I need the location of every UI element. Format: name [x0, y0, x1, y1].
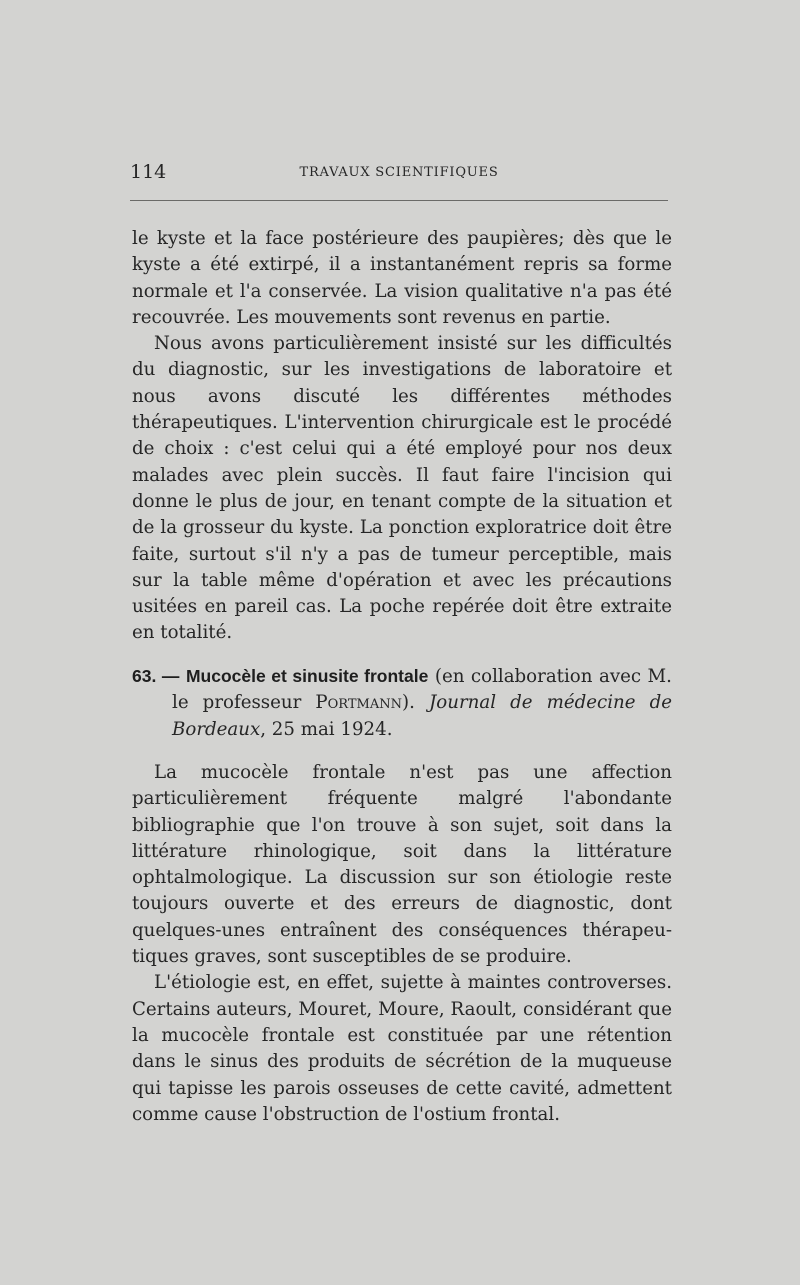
entry-title: Mucocèle et sinusite frontale — [185, 666, 429, 686]
running-title: TRAVAUX SCIENTIFIQUES — [299, 165, 499, 180]
article-summary-text — [132, 760, 672, 1128]
bibliography-entry-63 — [132, 663, 672, 743]
paragraph: Nous avons particulièrement insisté sur les difficultés du diagnostic, sur les investigations de laboratoire et nous avons discuté les différentes méthodes thérapeutiques. L'intervention chirurgicale est le procédé de choix : c'est celui qui a été employé pour nos deux malades avec plein succès. Il faut faire l'incision qui donne le plus de jour, en tenant compte de la situation et de la grosseur du kyste. La ponction exploratrice doit être faite, surtout s'il n'y a pas de tumeur perceptible, mais sur la table même d'opération et avec les précautions usitées en pareil cas. La poche repérée doit être extraite en totalité. — [132, 333, 672, 644]
journal-name: Journal de médecine de Bordeaux — [172, 692, 672, 740]
previous-article-text — [132, 226, 672, 647]
collaboration-close: ). — [401, 692, 415, 714]
entry-number: 63. — — [132, 666, 180, 686]
page-header — [130, 161, 668, 183]
paragraph: La mucocèle frontale n'est pas une affection particulièrement fréquente malgré l'abondante bibliographie que l'on trouve à son sujet, soit dans la littérature rhinologique, soit dans la littérature ophtalmologique. La discussion sur son étiologie reste toujours ouverte et des erreurs de diagnostic, dont quelques-unes entraînent des conséquences thérapeutiques graves, sont susceptibles de se produire. — [132, 762, 672, 968]
paragraph: le kyste et la face postérieure des paupières; dès que le kyste a été extirpé, il a instantanément repris sa forme normale et l'a conservée. La vision qualitative n'a pas été recouvrée. Les mouvements sont revenus en partie. — [132, 228, 672, 328]
entry-collaboration: (en collaboration avec M. le professeur — [172, 666, 672, 714]
publication-date: , 25 mai 1924. — [260, 718, 393, 740]
header-rule — [130, 200, 668, 201]
page-number: 114 — [130, 161, 167, 183]
collaborator-name: Portmann — [315, 692, 402, 714]
paragraph: L'étiologie est, en effet, sujette à maintes controverses. Certains auteurs, Mouret, Moure, Raoult, considérant que la mucocèle frontale est constituée par une rétention dans le sinus des produits de sécrétion de la muqueuse qui tapisse les parois osseuses de cette cavité, admettent comme cause l'obstruction de l'ostium frontal. — [132, 972, 672, 1125]
